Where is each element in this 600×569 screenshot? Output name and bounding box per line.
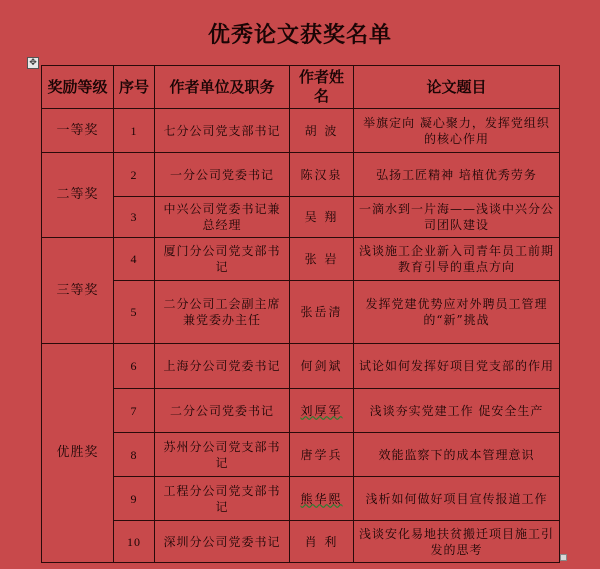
author-name: 熊华熙 [290, 477, 354, 521]
row-number: 2 [114, 153, 155, 197]
author-name: 张 岩 [290, 238, 354, 281]
author-name: 肖 利 [290, 521, 354, 563]
author-unit: 七分公司党支部书记 [155, 109, 290, 153]
author-unit: 上海分公司党委书记 [155, 344, 290, 389]
prize-third: 三等奖 [42, 238, 114, 344]
prize-first: 一等奖 [42, 109, 114, 153]
page-title: 优秀论文获奖名单 [207, 22, 392, 48]
prize-second: 二等奖 [42, 153, 114, 238]
author-name: 陈汉泉 [290, 153, 354, 197]
table-row [42, 238, 560, 281]
row-number: 9 [114, 477, 155, 521]
author-unit: 厦门分公司党支部书记 [155, 238, 290, 281]
row-number: 6 [114, 344, 155, 389]
paper-title: 浅析如何做好项目宣传报道工作 [354, 477, 560, 521]
author-name: 唐学兵 [290, 433, 354, 477]
header-prize: 奖励等级 [42, 66, 114, 109]
paper-title: 弘扬工匠精神 培植优秀劳务 [354, 153, 560, 197]
header-author: 作者姓名 [290, 66, 354, 109]
table-row [42, 109, 560, 153]
table-row [42, 197, 560, 238]
author-unit: 二分公司党委书记 [155, 389, 290, 433]
row-number: 4 [114, 238, 155, 281]
author-name: 何剑斌 [290, 344, 354, 389]
header-paper: 论文题目 [354, 66, 560, 109]
table-row [42, 389, 560, 433]
author-name: 吴 翔 [290, 197, 354, 238]
table-resize-handle[interactable] [560, 554, 567, 561]
table-row [42, 477, 560, 521]
author-unit: 苏州分公司党支部书记 [155, 433, 290, 477]
paper-title: 试论如何发挥好项目党支部的作用 [354, 344, 560, 389]
move-handle-icon[interactable]: ✥ [27, 57, 39, 69]
table-row [42, 433, 560, 477]
paper-title: 效能监察下的成本管理意识 [354, 433, 560, 477]
header-unit: 作者单位及职务 [155, 66, 290, 109]
row-number: 7 [114, 389, 155, 433]
author-name: 张岳清 [290, 281, 354, 344]
paper-title: 浅谈施工企业新入司青年员工前期教育引导的重点方向 [354, 238, 560, 281]
table-row [42, 344, 560, 389]
row-number: 10 [114, 521, 155, 563]
paper-title: 一滴水到一片海——浅谈中兴分公司团队建设 [354, 197, 560, 238]
row-number: 3 [114, 197, 155, 238]
paper-title: 发挥党建优势应对外聘员工管理的“新”挑战 [354, 281, 560, 344]
row-number: 5 [114, 281, 155, 344]
table-header-row [42, 66, 560, 109]
author-unit: 工程分公司党支部书记 [155, 477, 290, 521]
award-table [41, 65, 560, 563]
table-row [42, 521, 560, 563]
row-number: 8 [114, 433, 155, 477]
table-row [42, 281, 560, 344]
paper-title: 浅谈安化易地扶贫搬迁项目施工引发的思考 [354, 521, 560, 563]
author-name: 胡 波 [290, 109, 354, 153]
author-name: 刘厚军 [290, 389, 354, 433]
paper-title: 举旗定向 凝心聚力，发挥党组织的核心作用 [354, 109, 560, 153]
author-unit: 二分公司工会副主席兼党委办主任 [155, 281, 290, 344]
prize-honorable: 优胜奖 [42, 344, 114, 563]
table-row [42, 153, 560, 197]
paper-title: 浅谈夯实党建工作 促安全生产 [354, 389, 560, 433]
author-unit: 深圳分公司党委书记 [155, 521, 290, 563]
header-number: 序号 [114, 66, 155, 109]
row-number: 1 [114, 109, 155, 153]
author-unit: 一分公司党委书记 [155, 153, 290, 197]
author-unit: 中兴公司党委书记兼总经理 [155, 197, 290, 238]
